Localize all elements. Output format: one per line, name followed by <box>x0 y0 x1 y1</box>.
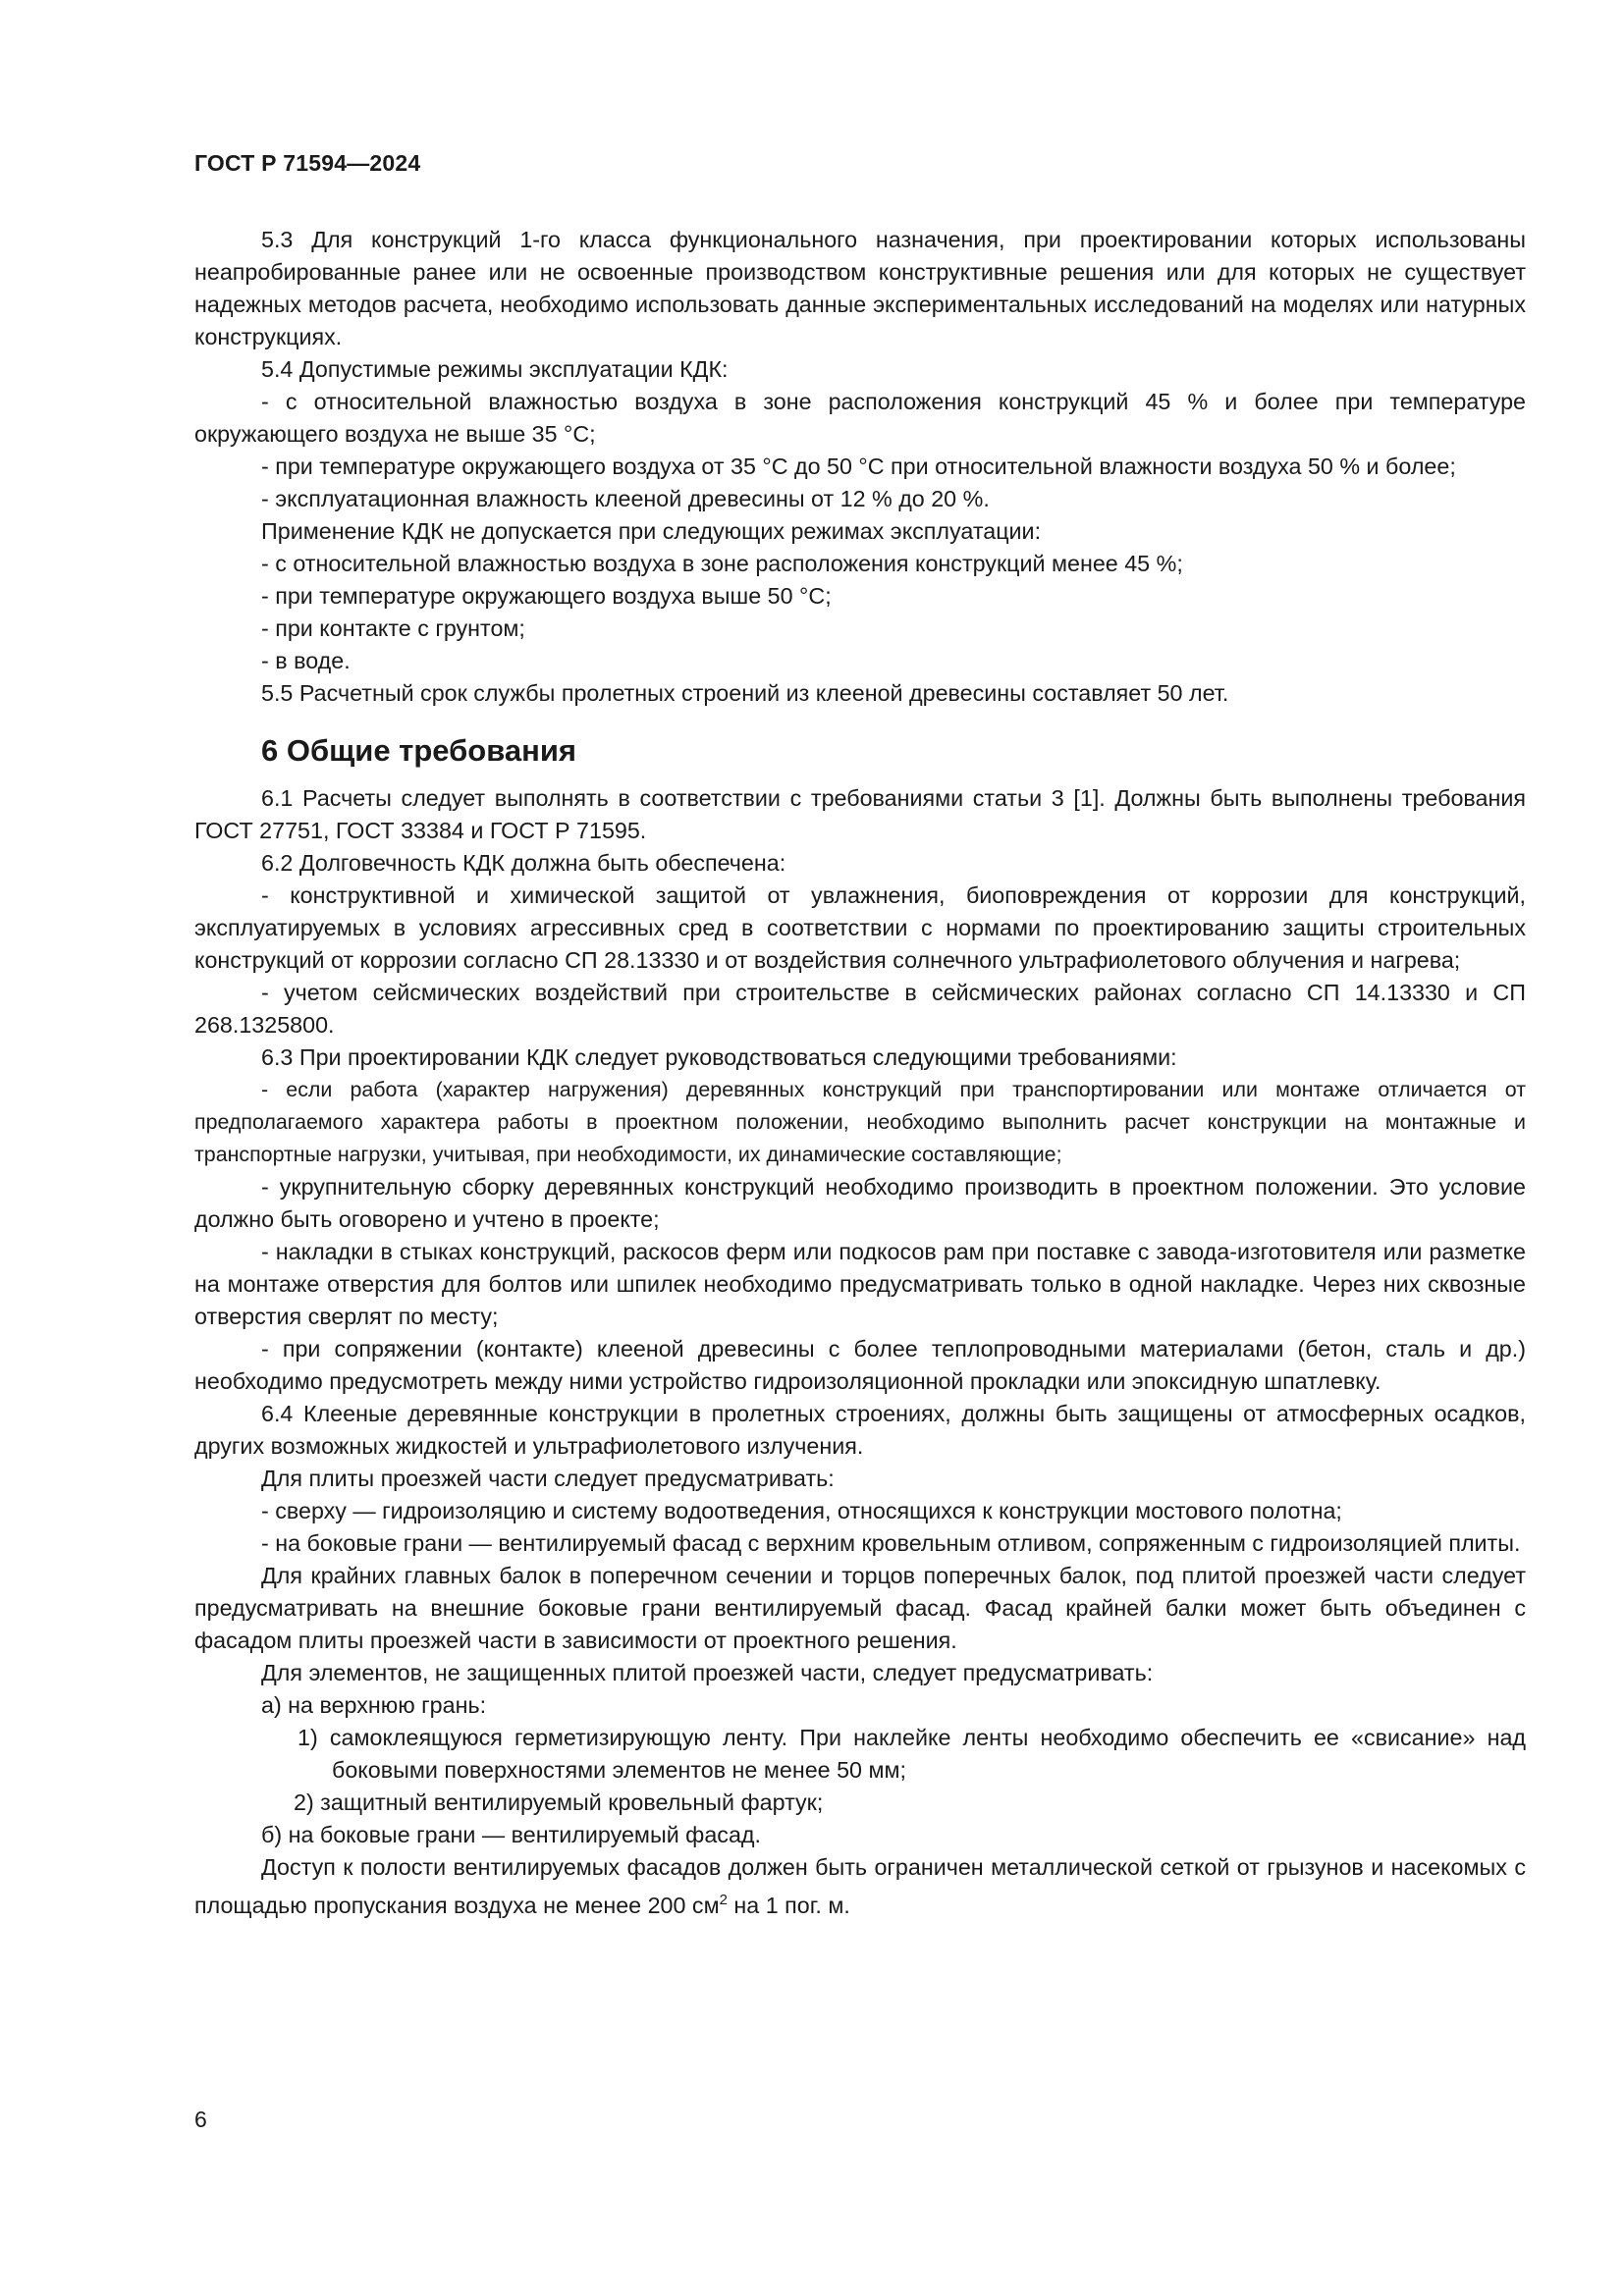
list-item: - с относительной влажностью воздуха в зоне расположения конструкций 45 % и более при температуре окружающего воздуха не выше 35 °С; <box>194 389 1526 447</box>
list-item: 2) защитный вентилируемый кровельный фартук; <box>294 1789 824 1815</box>
list-item: - в воде. <box>261 648 351 673</box>
paragraph: Для элементов, не защищенных плитой проезжей части, следует предусматривать: <box>261 1660 1154 1685</box>
list-item: - укрупнительную сборку деревянных конструкций необходимо производить в проектном положении. Это условие должно быть оговорено и учтено в проекте; <box>194 1174 1526 1232</box>
paragraph-6-3: 6.3 При проектировании КДК следует руководствоваться следующими требованиями: <box>261 1044 1177 1070</box>
list-item: - при температуре окружающего воздуха выше 50 °С; <box>261 583 832 609</box>
paragraph-5-4: 5.4 Допустимые режимы эксплуатации КДК: <box>261 356 729 382</box>
paragraph-6-4: 6.4 Клееные деревянные конструкции в пролетных строениях, должны быть защищены от атмосферных осадков, других возможных жидкостей и ультрафиолетового излучения. <box>194 1401 1526 1459</box>
list-item: - учетом сейсмических воздействий при строительстве в сейсмических районах согласно СП 14.13330 и СП 268.1325800. <box>194 980 1526 1038</box>
paragraph <box>194 1851 1526 1922</box>
paragraph-5-3: 5.3 Для конструкций 1-го класса функционального назначения, при проектировании которых использованы неапробированные ранее или не освоенные производством конструктивные решения или для которых не существует надежных методов расчета, необходимо использовать данные экспериментальных исследований на моделях или натурных конструкциях. <box>194 227 1526 349</box>
list-item: - при контакте с грунтом; <box>261 615 525 641</box>
superscript: 2 <box>719 1892 728 1908</box>
section-heading: 6 Общие требования <box>261 733 576 768</box>
paragraph-6-1: 6.1 Расчеты следует выполнять в соответствии с требованиями статьи 3 [1]. Должны быть выполнены требования ГОСТ 27751, ГОСТ 33384 и ГОСТ Р 71595. <box>194 785 1526 843</box>
paragraph-5-5: 5.5 Расчетный срок службы пролетных строений из клееной древесины составляет 50 лет. <box>261 680 1229 706</box>
document-body <box>194 224 1526 1922</box>
list-item: - на боковые грани — вентилируемый фасад с верхним кровельным отливом, сопряженным с гидроизоляцией плиты. <box>261 1530 1521 1556</box>
list-item: - если работа (характер нагружения) деревянных конструкций при транспортировании или монтаже отличается от предполагаемого характера работы в проектном положении, необходимо выполнить расчет конструкции на монтажные и транспортные нагрузки, учитывая, при необходимости, их динамические составляющие; <box>194 1078 1526 1166</box>
list-item: - конструктивной и химической защитой от увлажнения, биоповреждения от коррозии для конструкций, эксплуатируемых в условиях агрессивных сред в соответствии с нормами по проектированию защиты строительных конструкций от коррозии согласно СП 28.13330 и от воздействия солнечного ультрафиолетового облучения и нагрева; <box>194 882 1526 973</box>
list-item: - сверху — гидроизоляцию и систему водоотведения, относящихся к конструкции мостового полотна; <box>261 1498 1342 1523</box>
list-item: - при температуре окружающего воздуха от 35 °С до 50 °С при относительной влажности воздуха 50 % и более; <box>261 454 1456 479</box>
paragraph-text: Доступ к полости вентилируемых фасадов должен быть ограничен металлической сеткой от грызунов и насекомых с площадью пропускания воздуха не менее 200 см <box>194 1854 1526 1918</box>
paragraph-text: на 1 пог. м. <box>727 1892 850 1918</box>
list-item: 1) самоклеящуюся герметизирующую ленту. При наклейке ленты необходимо обеспечить ее «свисание» над боковыми поверхностями элементов не менее 50 мм; <box>298 1725 1526 1783</box>
document-header: ГОСТ Р 71594—2024 <box>194 150 421 176</box>
list-item: - при сопряжении (контакте) клееной древесины с более теплопроводными материалами (бетон, сталь и др.) необходимо предусмотреть между ними устройство гидроизоляционной прокладки или эпоксидную шпатлевку. <box>194 1336 1526 1394</box>
list-item: - эксплуатационная влажность клееной древесины от 12 % до 20 %. <box>261 486 990 511</box>
paragraph-6-2: 6.2 Долговечность КДК должна быть обеспечена: <box>261 850 786 876</box>
list-item: б) на боковые грани — вентилируемый фасад. <box>261 1822 761 1847</box>
page-number: 6 <box>194 2107 207 2132</box>
paragraph: Применение КДК не допускается при следующих режимах эксплуатации: <box>261 518 1042 544</box>
paragraph: Для плиты проезжей части следует предусматривать: <box>261 1466 835 1491</box>
paragraph: Для крайних главных балок в поперечном сечении и торцов поперечных балок, под плитой проезжей части следует предусматривать на внешние боковые грани вентилируемый фасад. Фасад крайней балки может быть объединен с фасадом плиты проезжей части в зависимости от проектного решения. <box>194 1563 1526 1653</box>
list-item: - накладки в стыках конструкций, раскосов ферм или подкосов рам при поставке с завода-изготовителя или разметке на монтаже отверстия для болтов или шпилек необходимо предусматривать только в одной накладке. Через них сквозные отверстия сверлят по месту; <box>194 1239 1526 1329</box>
list-item: а) на верхнюю грань: <box>261 1692 487 1718</box>
list-item: - с относительной влажностью воздуха в зоне расположения конструкций менее 45 %; <box>261 551 1183 576</box>
